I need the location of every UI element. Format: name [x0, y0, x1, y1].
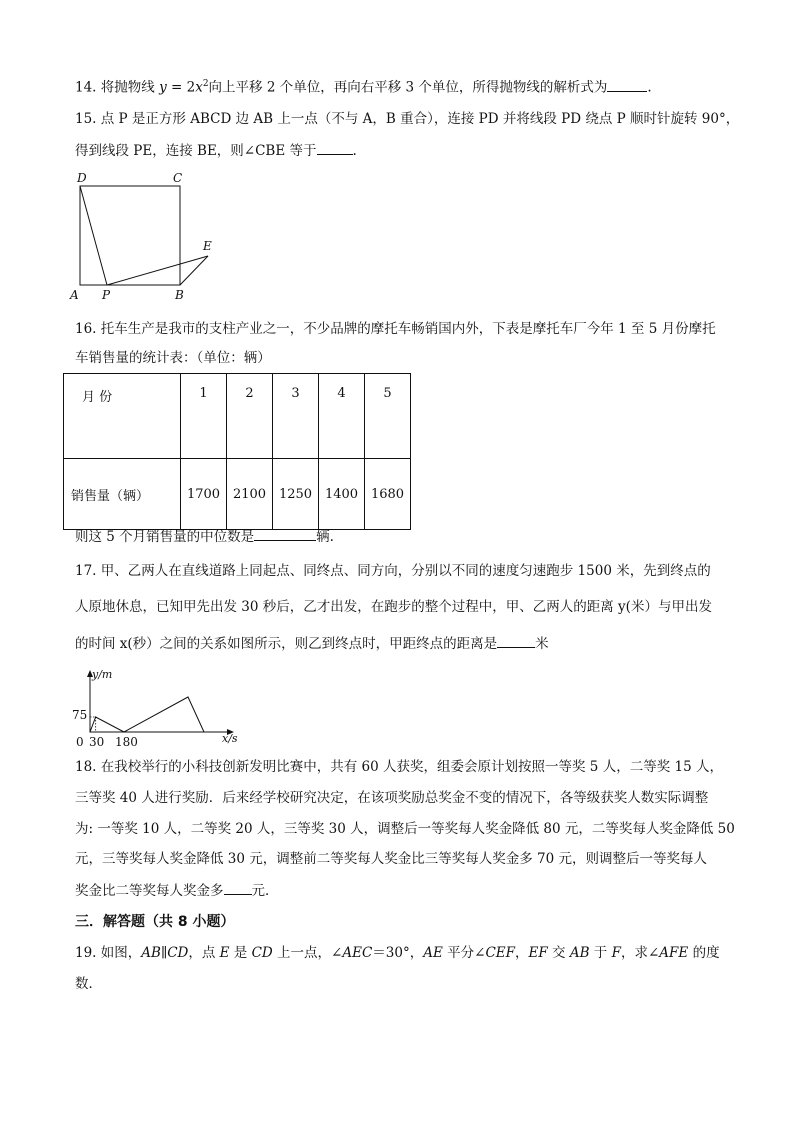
segment-pe	[107, 256, 208, 285]
q19-t: ∥	[160, 945, 168, 961]
data-point	[123, 731, 124, 732]
q15-text-end: .	[352, 143, 357, 159]
q14-text-end: .	[647, 79, 652, 96]
q19-v: E	[219, 945, 230, 961]
label-c: C	[173, 171, 183, 185]
q19-v: AFE	[659, 945, 689, 961]
table-row-label: 销售量（辆）	[64, 459, 181, 530]
q18-line-3: 为: 一等奖 10 人，二等奖 20 人，三等奖 30 人，调整后一等奖每人奖金降低 80 元，二等奖每人奖金降低 50	[75, 821, 735, 837]
q16-line-1: 16. 托车生产是我市的支柱产业之一，不少品牌的摩托车畅销国内外，下表是摩托车厂今年 1 至 5 月份摩托	[75, 321, 716, 337]
q19-t: 平分∠	[442, 945, 486, 961]
q19-v: AEC	[342, 945, 373, 961]
answer-blank-16[interactable]	[254, 527, 316, 541]
label-a: A	[70, 288, 79, 302]
square-figure	[68, 168, 228, 304]
q18-line-2: 三等奖 40 人进行奖励．后来经学校研究决定，在该项奖励总奖金不变的情况下，各等级获奖人数实际调整	[75, 790, 709, 806]
q19-t: ，点	[188, 945, 220, 961]
q19-t: ＝30°，	[372, 945, 424, 961]
table-cell: 1250	[273, 459, 319, 530]
table-cell: 1680	[365, 459, 411, 530]
q19-line-1	[75, 944, 720, 962]
q18-line-1: 18. 在我校举行的小科技创新发明比赛中，共有 60 人获奖，组委会原计划按照一等奖 5 人，二等奖 15 人，	[75, 759, 723, 775]
q17-line-3	[75, 634, 549, 653]
q19-t: 上一点，∠	[272, 945, 343, 961]
q17-text-pre: 的时间 x(秒）之间的关系如图所示，则乙到终点时，甲距终点的距离是	[75, 636, 498, 652]
q14-formula-x: x	[195, 79, 203, 96]
q17-text-end: 米	[535, 636, 549, 652]
data-point	[95, 716, 96, 717]
q18-text-pre: 奖金比二等奖每人奖金多	[75, 883, 224, 899]
q19-v: CEF	[485, 945, 516, 961]
q19-t: 于	[589, 945, 612, 961]
answer-blank-14[interactable]	[607, 78, 647, 92]
label-b: B	[175, 288, 184, 302]
q19-t: ，	[515, 945, 529, 961]
q18-text-end: 元．	[251, 883, 279, 899]
square-abcd	[80, 186, 180, 285]
table-cell: 2	[227, 374, 273, 459]
q19-v: F	[611, 945, 621, 961]
x-tick-label-30: 30	[89, 735, 105, 749]
x-tick-label-180: 180	[115, 735, 138, 749]
question-14	[75, 75, 652, 97]
q15-line-2	[75, 141, 357, 160]
label-e: E	[203, 239, 212, 253]
table-row-months	[64, 374, 411, 459]
q19-t: 的度	[688, 945, 720, 961]
q17-line-1: 17. 甲、乙两人在直线道路上同起点、同终点、同方向，分别以不同的速度匀速跑步 1500 米，先到终点的	[75, 563, 711, 579]
x-axis-label: x/s	[222, 732, 238, 745]
label-p: P	[102, 288, 111, 302]
answer-blank-17[interactable]	[497, 634, 535, 648]
data-point	[89, 731, 90, 732]
table-cell: 1400	[319, 459, 365, 530]
q18-line-4: 元，三等奖每人奖金降低 30 元，调整前二等奖每人奖金比三等奖每人奖金多 70 元，则调整后一等奖每人	[75, 851, 708, 867]
q19-v: EF	[528, 945, 548, 961]
q19-t: 是	[229, 945, 252, 961]
table-cell: 2100	[227, 459, 273, 530]
label-d: D	[77, 171, 87, 185]
q19-v: AB	[569, 945, 590, 961]
origin-label: 0	[76, 735, 84, 749]
q18-line-5	[75, 881, 279, 900]
q14-text-pre: 14. 将抛物线	[75, 79, 160, 96]
q15-line-1: 15. 点 P 是正方形 ABCD 边 AB 上一点（不与 A，B 重合），连接 PD 并将线段 PD 绕点 P 顺时针旋转 90°，	[75, 111, 740, 127]
q19-line-2: 数．	[75, 976, 102, 992]
answer-blank-18[interactable]	[224, 881, 252, 895]
q14-formula-exp: 2	[202, 79, 209, 89]
q17-line-2: 人原地休息，已知甲先出发 30 秒后，乙才出发，在跑步的整个过程中，甲、乙两人的距离 y(米）与甲出发	[75, 599, 712, 615]
series-line	[90, 697, 204, 732]
series-line-group	[89, 697, 204, 733]
sales-table	[63, 373, 411, 530]
q14-formula-y: y	[159, 79, 167, 96]
table-cell: 3	[273, 374, 319, 459]
q16-line-2: 车销售量的统计表：（单位：辆）	[75, 350, 271, 366]
table-cell: 5	[365, 374, 411, 459]
q14-text-post: 向上平移 2 个单位，再向右平移 3 个单位，所得抛物线的解析式为	[208, 79, 608, 96]
section-title: 三．解答题（共 8 小题）	[75, 914, 235, 930]
segment-pd	[80, 186, 107, 285]
q16-text-end: 辆.	[316, 529, 334, 545]
q15-text-pre: 得到线段 PE，连接 BE，则∠CBE 等于	[75, 143, 317, 159]
table-cell: 1700	[181, 459, 227, 530]
y-tick-label: 75	[72, 708, 88, 722]
y-axis-label: y/m	[92, 668, 113, 681]
distance-time-chart	[66, 660, 246, 750]
table-header-label: 月 份	[64, 374, 181, 459]
q16-after-table	[75, 527, 334, 546]
q19-v: AE	[423, 945, 443, 961]
q19-t: 19. 如图，	[75, 945, 142, 961]
q19-v: CD	[251, 945, 273, 961]
q19-t: 交	[547, 945, 570, 961]
q16-text-pre: 则这 5 个月销售量的中位数是	[75, 529, 255, 545]
table-cell: 4	[319, 374, 365, 459]
q19-t: ，求∠	[620, 945, 660, 961]
answer-blank-15[interactable]	[317, 141, 353, 155]
q19-v: AB	[141, 945, 161, 961]
table-row-sales	[64, 459, 411, 530]
table-cell: 1	[181, 374, 227, 459]
q19-v: CD	[167, 945, 189, 961]
q14-formula-eq: = 2	[166, 79, 196, 96]
